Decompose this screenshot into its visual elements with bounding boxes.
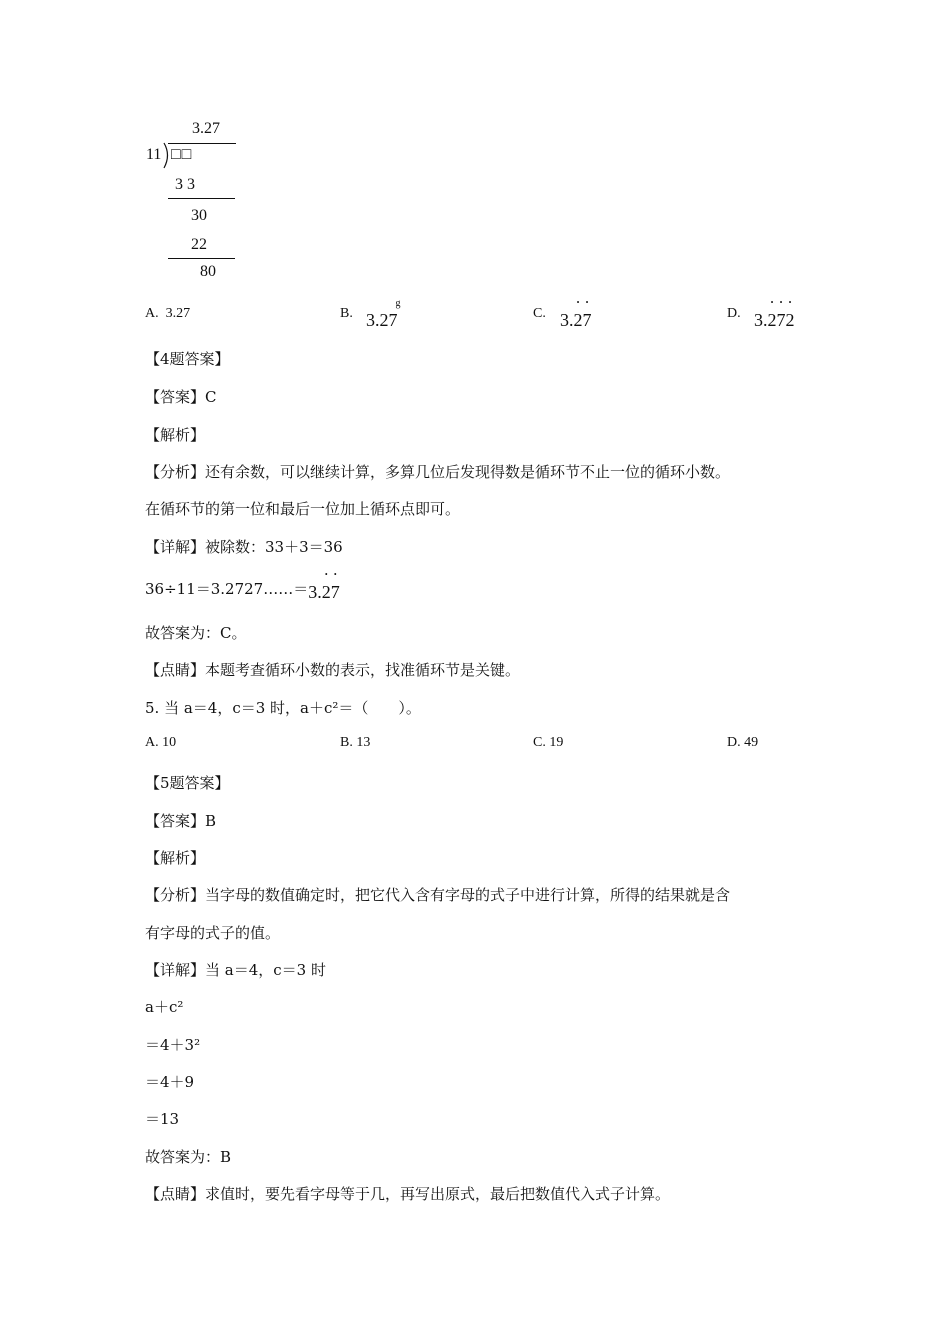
- option-c-value: [560, 310, 592, 331]
- option-d-value: [754, 310, 795, 331]
- division-step1: 3 3: [175, 176, 195, 193]
- option-b-last-wrap: [388, 298, 401, 330]
- q5-answer: 【答案】B: [145, 812, 217, 830]
- division-line-1: [168, 198, 235, 199]
- division-dividend: □□: [171, 146, 193, 163]
- division-line-2: [168, 258, 235, 259]
- option-c-digit2: • 7: [583, 310, 592, 331]
- option-d-digit3: • 2: [786, 310, 795, 331]
- q4-detail-line1: 【详解】被除数：33＋3＝36: [145, 538, 343, 556]
- q5-analysis-line2: 有字母的式子的值。: [145, 924, 281, 942]
- q5-step2: ＝4＋3²: [145, 1036, 201, 1054]
- division-step3: 22: [191, 236, 207, 253]
- division-step2: 30: [191, 207, 207, 224]
- q4-analysis-line2: 在循环节的第一位和最后一位加上循环点即可。: [145, 500, 461, 518]
- option-b-mark: g: [395, 298, 401, 309]
- option-a-value: 3.27: [165, 306, 191, 321]
- option-c-digit1: • 2: [574, 310, 583, 331]
- q4-detail-digit2: • 7: [331, 582, 340, 603]
- q5-option-b: B. 13: [340, 735, 371, 750]
- q5-option-d: D. 49: [727, 735, 759, 750]
- q5-step1: a＋c²: [145, 998, 184, 1016]
- option-a: [145, 306, 190, 322]
- q4-detail-line2-prefix: 36÷11＝3.2727……＝: [145, 580, 309, 598]
- q5-option-c: C. 19: [533, 735, 564, 750]
- division-quotient: 3.27: [192, 120, 220, 137]
- q4-answer-heading: 【4题答案】: [145, 350, 230, 368]
- q5-conclusion: 故答案为：B: [145, 1148, 232, 1166]
- q5-answer-heading: 【5题答案】: [145, 774, 230, 792]
- q5-step3: ＝4＋9: [145, 1073, 195, 1091]
- option-b-last: 7: [388, 310, 398, 330]
- division-bar: [168, 143, 236, 144]
- q5-analysis-heading: 【解析】: [145, 849, 206, 867]
- option-a-label: A.: [145, 306, 159, 321]
- option-c: [533, 306, 546, 322]
- q4-analysis-heading: 【解析】: [145, 426, 206, 444]
- q4-answer: 【答案】C: [145, 388, 217, 406]
- q4-analysis-line1: 【分析】还有余数，可以继续计算，多算几位后发现得数是循环节不止一位的循环小数。: [145, 463, 731, 481]
- q4-detail-line2: [145, 578, 340, 602]
- q4-conclusion: 故答案为：C。: [145, 624, 247, 642]
- option-d-digit2: • 7: [777, 310, 786, 331]
- option-c-label: C.: [533, 306, 546, 321]
- option-b: [340, 306, 353, 322]
- q4-detail-int: 3.: [308, 582, 322, 602]
- option-c-int: 3.: [560, 310, 574, 330]
- q4-detail-digit1: • 2: [322, 582, 331, 603]
- option-d-int: 3.: [754, 310, 768, 330]
- q5-question: 5. 当 a＝4，c＝3 时，a＋c²＝（ ）。: [145, 699, 421, 717]
- q5-option-a: A. 10: [145, 735, 177, 750]
- q5-comment: 【点睛】求值时，要先看字母等于几，再写出原式，最后把数值代入式子计算。: [145, 1185, 671, 1203]
- q5-detail-line1: 【详解】当 a＝4，c＝3 时: [145, 961, 326, 979]
- option-b-value: [366, 298, 401, 331]
- division-step4: 80: [200, 263, 216, 280]
- option-d-digit1: • 2: [768, 310, 777, 331]
- option-d: [727, 306, 741, 322]
- option-b-base: 3.2: [366, 310, 389, 330]
- option-d-label: D.: [727, 306, 741, 321]
- q5-step4: ＝13: [145, 1110, 180, 1128]
- option-b-label: B.: [340, 306, 353, 321]
- q4-comment: 【点睛】本题考查循环小数的表示，找准循环节是关键。: [145, 661, 521, 679]
- q5-analysis-line1: 【分析】当字母的数值确定时，把它代入含有字母的式子中进行计算，所得的结果就是含: [145, 886, 731, 904]
- division-divisor: 11: [146, 146, 162, 163]
